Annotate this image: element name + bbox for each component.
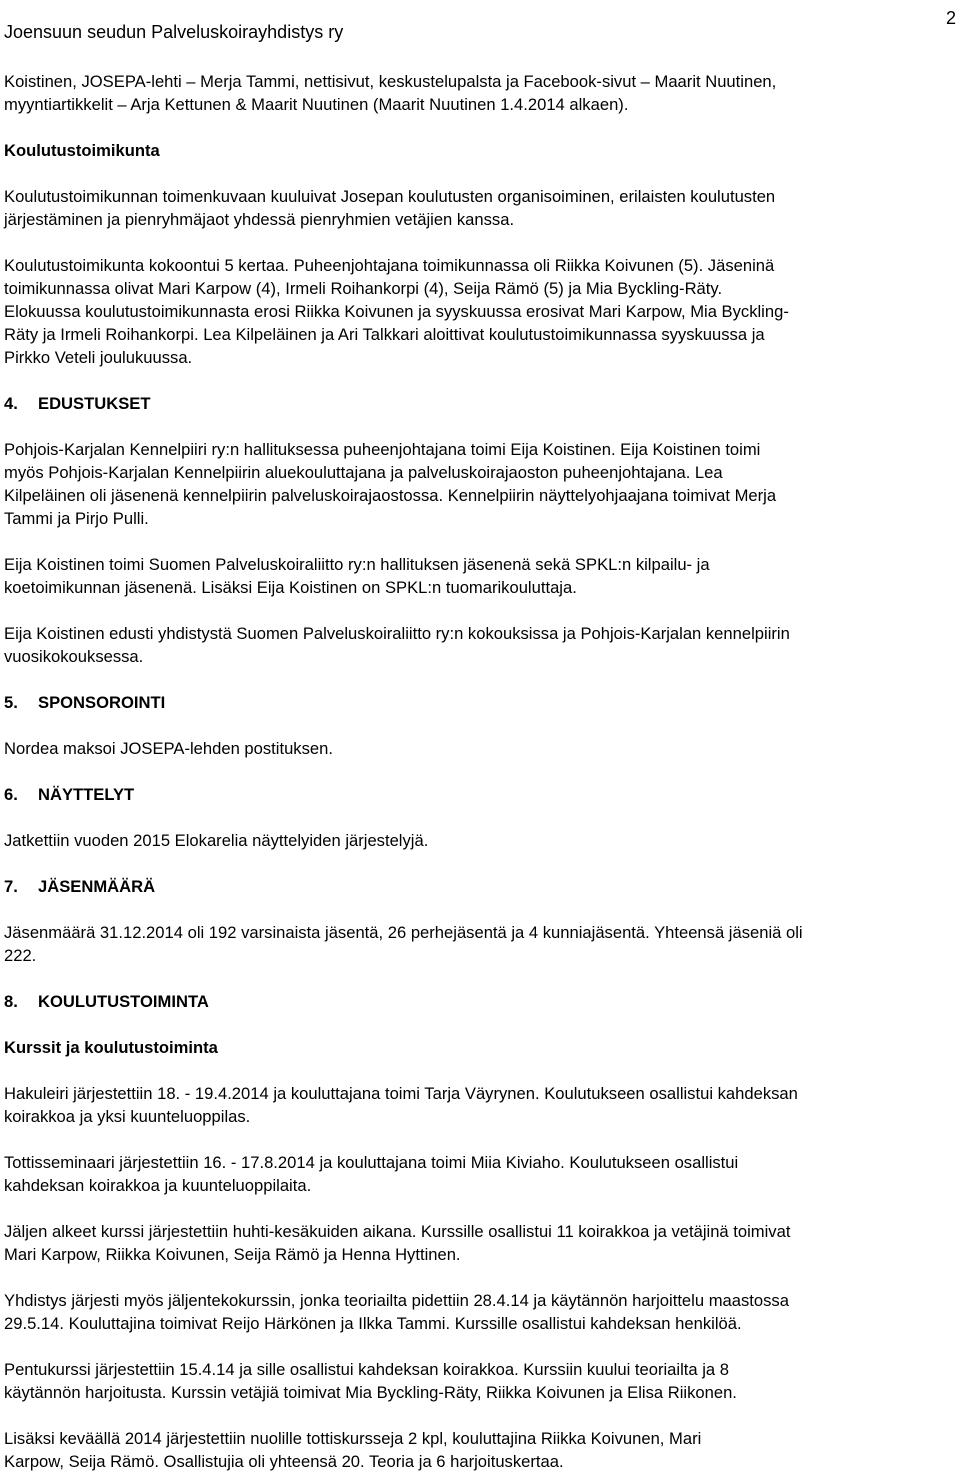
text-line: Nordea maksoi JOSEPA-lehden postituksen.	[4, 739, 333, 758]
paragraph	[4, 1082, 956, 1128]
section-heading-jasenmaara	[4, 875, 956, 898]
text-line: Koulutustoimikunnan toimenkuvaan kuuluivat Josepan koulutusten organisoiminen, erilaisten koulutusten	[4, 187, 776, 206]
text-line: Hakuleiri järjestettiin 18. - 19.4.2014 ja kouluttajana toimi Tarja Väyrynen. Koulutukseen osallistui kahdeksan	[4, 1084, 798, 1103]
text-line: Tammi ja Pirjo Pulli.	[4, 509, 149, 528]
paragraph	[4, 553, 956, 599]
paragraph	[4, 1358, 956, 1404]
text-line: kahdeksan koirakkoa ja kuunteluoppilaita.	[4, 1176, 312, 1195]
paragraph	[4, 622, 956, 668]
text-line: Jäljen alkeet kurssi järjestettiin huhti-kesäkuiden aikana. Kurssille osallistui 11 koirakkoa ja vetäjinä toimivat	[4, 1222, 791, 1241]
section-number: 7.	[4, 877, 18, 896]
intro-paragraph	[4, 70, 956, 116]
text-line: Eija Koistinen edusti yhdistystä Suomen Palveluskoiraliitto ry:n kokouksissa ja Pohjois-Karjalan kennelpiirin	[4, 624, 790, 643]
text-line: Eija Koistinen toimi Suomen Palveluskoiraliitto ry:n hallituksen jäsenenä sekä SPKL:n kilpailu- ja	[4, 555, 710, 574]
paragraph	[4, 185, 956, 231]
text-line: Mari Karpow, Riikka Koivunen, Seija Rämö ja Henna Hyttinen.	[4, 1245, 461, 1264]
organization-name: Joensuun seudun Palveluskoirayhdistys ry	[4, 22, 344, 42]
text-line: Jatkettiin vuoden 2015 Elokarelia näyttelyiden järjestelyjä.	[4, 831, 429, 850]
text-line: 29.5.14. Kouluttajina toimivat Reijo Härkönen ja Ilkka Tammi. Kurssille osallistui kahdeksan henkilöä.	[4, 1314, 742, 1333]
text-line: Karpow, Seija Rämö. Osallistujia oli yhteensä 20. Teoria ja 6 harjoituskertaa.	[4, 1452, 564, 1471]
text-line: vuosikokouksessa.	[4, 647, 144, 666]
section-number: 8.	[4, 992, 18, 1011]
page-number: 2	[945, 8, 956, 28]
text-line: Kilpeläinen oli jäsenenä kennelpiirin palveluskoirajaostossa. Kennelpiirin näyttelyohjaajana toimivat Merja	[4, 486, 777, 505]
text-line: Räty ja Irmeli Roihankorpi. Lea Kilpeläinen ja Ari Talkkari aloittivat koulutustoimikunnassa syyskuussa ja	[4, 325, 765, 344]
text-line: Jäsenmäärä 31.12.2014 oli 192 varsinaista jäsentä, 26 perhejäsentä ja 4 kunniajäsentä. Yhteensä jäseniä oli	[4, 923, 803, 942]
section-number: 6.	[4, 785, 18, 804]
paragraph	[4, 829, 956, 852]
paragraph	[4, 438, 956, 530]
section-title: KOULUTUSTOIMINTA	[38, 992, 209, 1011]
text-line: Koistinen, JOSEPA-lehti – Merja Tammi, nettisivut, keskustelupalsta ja Facebook-sivut – Maarit Nuutinen,	[4, 72, 777, 91]
text-line: Pirkko Veteli joulukuussa.	[4, 348, 193, 367]
text-line: Yhdistys järjesti myös jäljentekokurssin, jonka teoriailta pidettiin 28.4.14 ja käytännön harjoittelu maastossa	[4, 1291, 789, 1310]
text-line: Pentukurssi järjestettiin 15.4.14 ja sille osallistui kahdeksan koirakkoa. Kurssiin kuului teoriailta ja 8	[4, 1360, 729, 1379]
paragraph	[4, 1427, 956, 1473]
subsection-heading-kurssit: Kurssit ja koulutustoiminta	[4, 1038, 218, 1057]
paragraph	[4, 1151, 956, 1197]
section-heading-sponsorointi	[4, 691, 956, 714]
text-line: Tottisseminaari järjestettiin 16. - 17.8.2014 ja kouluttajana toimi Miia Kiviaho. Koulutukseen osallistui	[4, 1153, 739, 1172]
paragraph	[4, 737, 956, 760]
section-heading-nayttelyt	[4, 783, 956, 806]
section-title: NÄYTTELYT	[38, 785, 135, 804]
section-title: EDUSTUKSET	[38, 394, 151, 413]
section-number: 4.	[4, 394, 18, 413]
document-body	[4, 70, 956, 1473]
text-line: käytännön harjoitusta. Kurssin vetäjiä toimivat Mia Byckling-Räty, Riikka Koivunen ja Elisa Riikonen.	[4, 1383, 737, 1402]
paragraph	[4, 921, 956, 967]
text-line: toimikunnassa olivat Mari Karpow (4), Irmeli Roihankorpi (4), Seija Rämö (5) ja Mia Byckling-Räty.	[4, 279, 723, 298]
text-line: koetoimikunnan jäsenenä. Lisäksi Eija Koistinen on SPKL:n tuomarikouluttaja.	[4, 578, 577, 597]
paragraph	[4, 1289, 956, 1335]
section-heading-koulutustoimikunta: Koulutustoimikunta	[4, 141, 160, 160]
paragraph	[4, 1220, 956, 1266]
text-line: 222.	[4, 946, 37, 965]
section-title: JÄSENMÄÄRÄ	[38, 877, 156, 896]
paragraph	[4, 254, 956, 369]
text-line: Koulutustoimikunta kokoontui 5 kertaa. Puheenjohtajana toimikunnassa oli Riikka Koivunen (5). Jäseninä	[4, 256, 775, 275]
text-line: myös Pohjois-Karjalan Kennelpiirin aluekouluttajana ja palveluskoirajaoston puheenjohtajana. Lea	[4, 463, 723, 482]
section-heading-edustukset	[4, 392, 956, 415]
text-line: Lisäksi keväällä 2014 järjestettiin nuolille tottiskursseja 2 kpl, kouluttajina Riikka Koivunen, Mari	[4, 1429, 702, 1448]
text-line: myyntiartikkelit – Arja Kettunen & Maarit Nuutinen (Maarit Nuutinen 1.4.2014 alkaen).	[4, 95, 629, 114]
text-line: Pohjois-Karjalan Kennelpiiri ry:n hallituksessa puheenjohtajana toimi Eija Koistinen. Eija Koistinen toimi	[4, 440, 761, 459]
text-line: koirakkoa ja yksi kuunteluoppilas.	[4, 1107, 251, 1126]
section-heading-koulutustoiminta	[4, 990, 956, 1013]
text-line: Elokuussa koulutustoimikunnasta erosi Riikka Koivunen ja syyskuussa erosivat Mari Karpow, Mia Byckling-	[4, 302, 789, 321]
section-number: 5.	[4, 693, 18, 712]
text-line: järjestäminen ja pienryhmäjaot yhdessä pienryhmien vetäjien kanssa.	[4, 210, 515, 229]
section-title: SPONSOROINTI	[38, 693, 166, 712]
page-header	[4, 8, 956, 44]
